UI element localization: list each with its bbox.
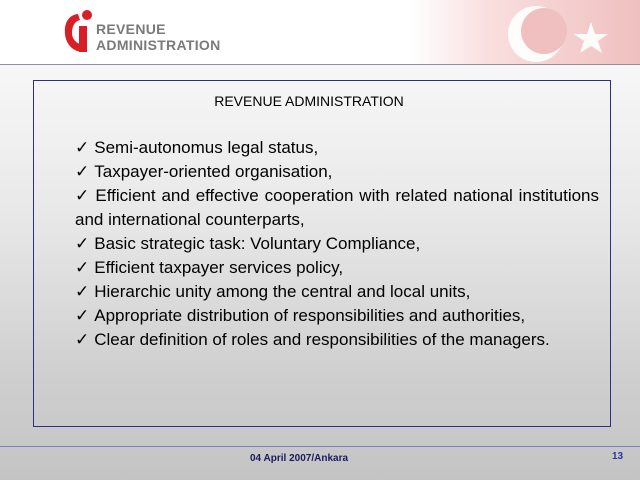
logo-text-line-2: ADMINISTRATION (96, 37, 221, 53)
bullet-item (75, 184, 599, 232)
check-icon: ✓ (75, 282, 90, 301)
check-icon: ✓ (75, 258, 90, 277)
bullet-item (75, 280, 599, 304)
bullet-item (75, 256, 599, 280)
bullet-text: Efficient and effective cooperation with related national institutions and international counterparts, (75, 186, 600, 229)
bullet-list (75, 136, 599, 352)
footer-divider (0, 446, 640, 447)
bullet-text: Semi-autonomus legal status, (94, 138, 319, 157)
logo-text-line-1: REVENUE (96, 21, 166, 37)
check-icon: ✓ (75, 306, 90, 325)
content-frame (33, 80, 611, 427)
header-divider (0, 64, 640, 65)
bullet-text: Basic strategic task: Voluntary Compliance, (94, 234, 421, 253)
bullet-text: Appropriate distribution of responsibilities and authorities, (94, 306, 526, 325)
check-icon: ✓ (75, 162, 90, 181)
slide-header (0, 0, 640, 64)
bullet-text: Taxpayer-oriented organisation, (94, 162, 333, 181)
revenue-administration-logo-icon (62, 4, 96, 56)
check-icon: ✓ (75, 186, 91, 205)
slide-title: REVENUE ADMINISTRATION (214, 93, 404, 109)
bullet-text: Hierarchic unity among the central and local units, (94, 282, 471, 301)
footer-date: 04 April 2007/Ankara (250, 453, 349, 464)
bullet-item (75, 160, 599, 184)
bullet-text: Clear definition of roles and responsibilities of the managers. (94, 330, 550, 349)
bullet-item (75, 136, 599, 160)
check-icon: ✓ (75, 234, 90, 253)
check-icon: ✓ (75, 330, 90, 349)
bullet-item (75, 304, 599, 328)
page-number: 13 (612, 451, 624, 462)
bullet-item (75, 232, 599, 256)
check-icon: ✓ (75, 138, 90, 157)
logo-text (96, 21, 221, 53)
crescent-star-icon (410, 0, 640, 64)
bullet-text: Efficient taxpayer services policy, (94, 258, 344, 277)
bullet-item (75, 328, 599, 352)
turkish-flag-banner (410, 0, 640, 64)
